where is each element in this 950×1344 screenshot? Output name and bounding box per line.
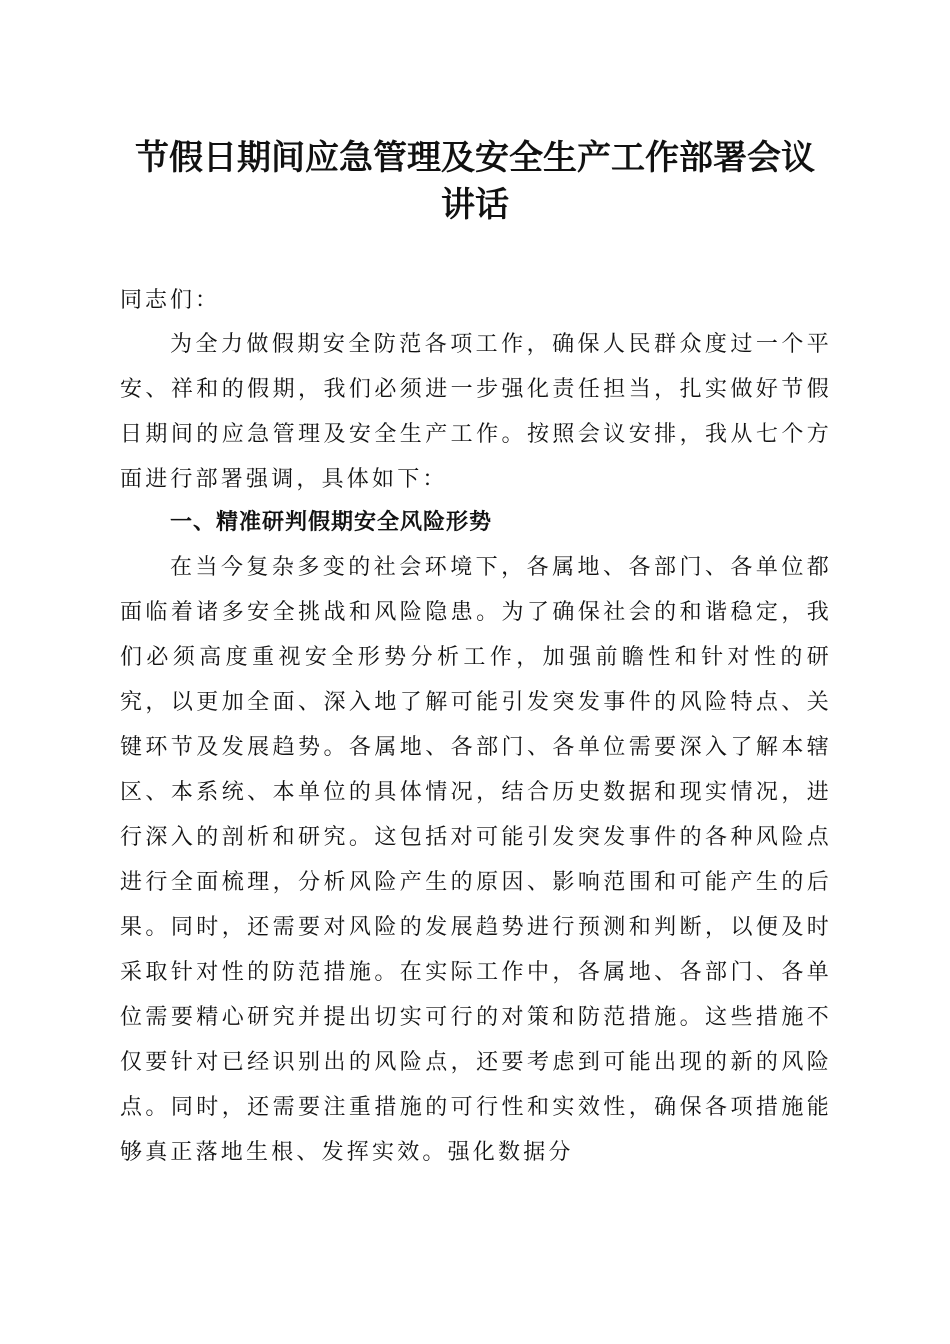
intro-paragraph: 为全力做假期安全防范各项工作，确保人民群众度过一个平安、祥和的假期，我们必须进一步强化责任担当，扎实做好节假日期间的应急管理及安全生产工作。按照会议安排，我从七个方面进行部署强调，具体如下：: [120, 332, 832, 492]
section-1-paragraph: 在当今复杂多变的社会环境下，各属地、各部门、各单位都面临着诸多安全挑战和风险隐患。为了确保社会的和谐稳定，我们必须高度重视安全形势分析工作，加强前瞻性和针对性的研究，以更加全面、深入地了解可能引发突发事件的风险特点、关键环节及发展趋势。各属地、各部门、各单位需要深入了解本辖区、本系统、本单位的具体情况，结合历史数据和现实情况，进行深入的剖析和研究。这包括对可能引发突发事件的各种风险点进行全面梳理，分析风险产生的原因、影响范围和可能产生的后果。同时，还需要对风险的发展趋势进行预测和判断，以便及时采取针对性的防范措施。在实际工作中，各属地、各部门、各单位需要精心研究并提出切实可行的对策和防范措施。这些措施不仅要针对已经识别出的风险点，还要考虑到可能出现的新的风险点。同时，还需要注重措施的可行性和实效性，确保各项措施能够真正落地生根、发挥实效。强化数据分: [120, 555, 832, 1165]
salutation: 同志们：: [120, 288, 221, 313]
document-title-line-2: 讲话: [441, 185, 509, 225]
section-1-heading: 一、精准研判假期安全风险形势: [170, 510, 493, 535]
document-title-line-1: 节假日期间应急管理及安全生产工作部署会议: [135, 138, 815, 178]
